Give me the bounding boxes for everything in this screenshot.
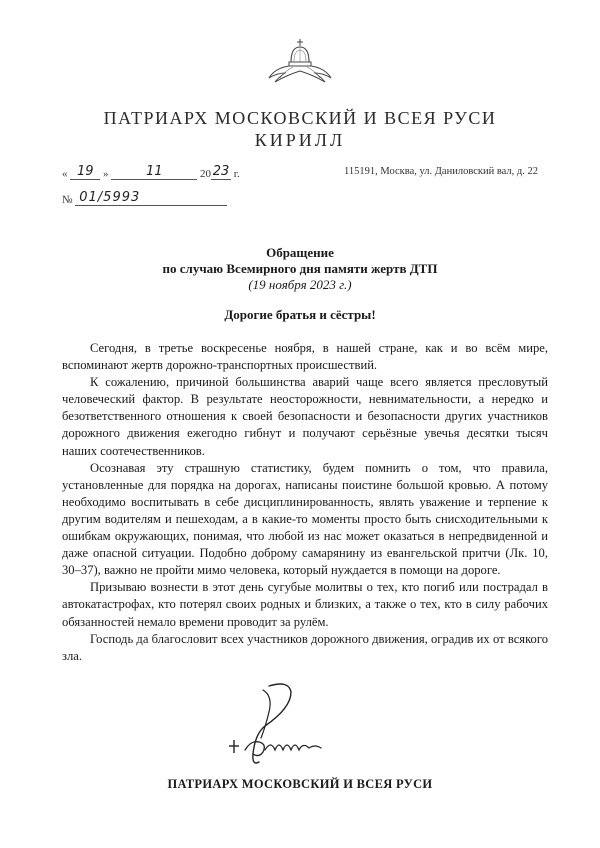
year-unit: г. [233,168,240,180]
date-year: 23 [212,164,230,179]
letter-body [62,340,548,665]
document-title: Обращение [266,245,334,260]
date-field [62,164,240,180]
date-month: 11 [145,164,163,179]
signature-title: ПАТРИАРХ МОСКОВСКИЙ И ВСЕЯ РУСИ [167,777,433,791]
paragraph: Призываю вознести в этот день сугубые молитвы о тех, кто погиб или пострадал в автокатастрофах, кто потерял своих родных и близких, а также о тех, кто в силу рабочих обязанностей немало времени проводит за рулём. [62,580,548,629]
paragraph: Сегодня, в третье воскресенье ноября, в нашей стране, как и во всём мире, вспоминают жертв дорожно-транспортных происшествий. [62,341,548,373]
quote-close: » [103,168,109,180]
document-date-note: (19 ноября 2023 г.) [248,277,352,292]
document-subtitle: по случаю Всемирного дня памяти жертв ДТП [162,261,438,276]
paragraph: Господь да благословит всех участников дорожного движения, оградив их от всякого зла. [62,631,548,663]
patriarch-emblem-icon [263,38,337,84]
paragraph: Осознавая эту страшную статистику, будем помнить о том, что правила, установленные для порядка на дорогах, написаны поистине большой кровью. А потому необходимо воспитывать в себе дисциплинированность, являть уважение и терпение к другим водителям и пешеходам, а в какие-то моменты просто быть снисходительными к ошибкам окружающих, понимая, что любой из нас может оказаться в непредвиденной и даже опасной ситуации. Подобно доброму самарянину из евангельской притчи (Лк. 10, 30–37), важно не пройти мимо человека, который нуждается в помощи на дороге. [62,460,548,578]
number-label: № [62,194,73,206]
header-name: КИРИЛЛ [254,130,346,150]
year-prefix: 20 [200,168,211,180]
paragraph: К сожалению, причиной большинства аварий чаще всего является пресловутый человеческий фактор. В результате неосторожности, невнимательности, а нередко и безответственного отношения к своей безопасности и безопасности других участников дорожного движения ежегодно гибнут и получают серьёзные увечья десятки тысяч наших соотечественников. [62,375,548,458]
greeting: Дорогие братья и сёстры! [224,307,376,322]
quote-open: « [62,168,68,180]
header-title: ПАТРИАРХ МОСКОВСКИЙ И ВСЕЯ РУСИ [103,108,497,128]
number-field [62,190,227,206]
document-number: 01/5993 [79,190,141,205]
signature-icon [225,678,345,778]
address: 115191, Москва, ул. Даниловский вал, д. 22 [344,166,538,177]
date-day: 19 [76,164,94,179]
